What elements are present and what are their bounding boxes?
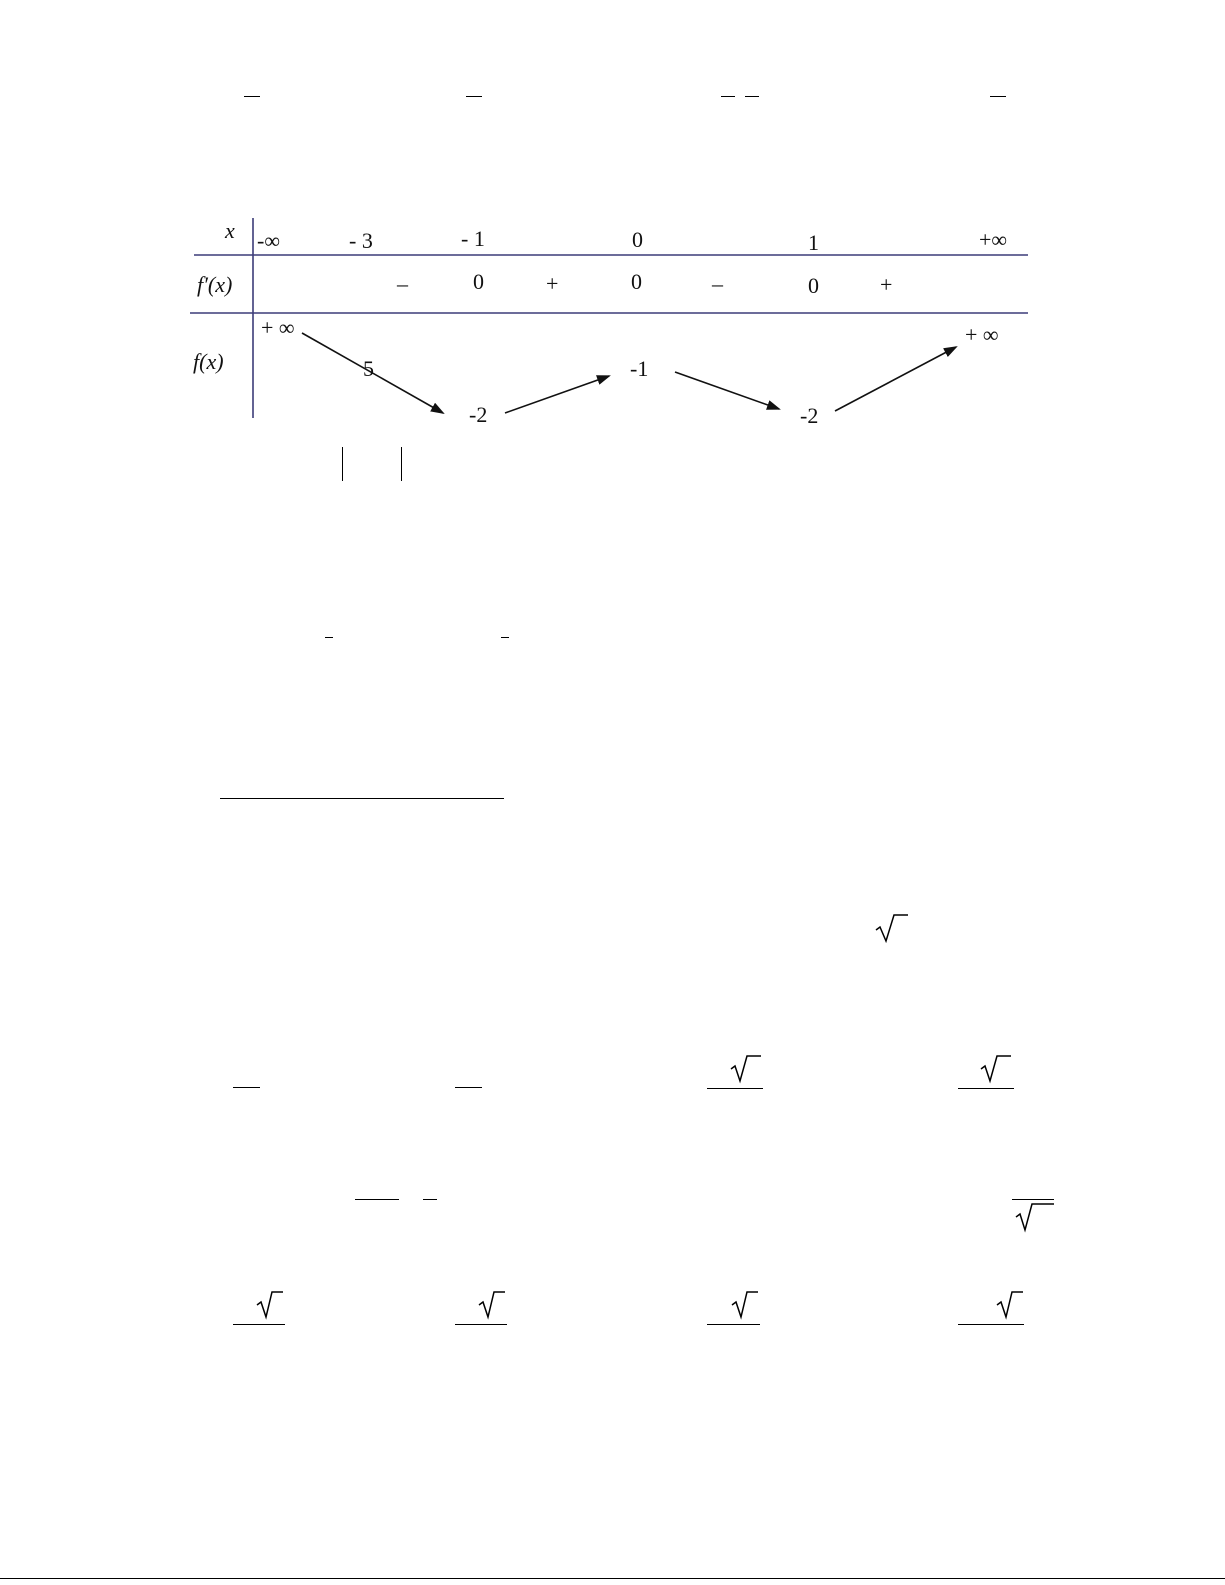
sqrt-icon <box>477 1290 507 1320</box>
arrow-up-icon <box>505 376 609 413</box>
fraction-bar <box>707 1324 760 1325</box>
x-value: -∞ <box>257 228 281 253</box>
fraction-bar <box>1012 1199 1054 1200</box>
derivative-sign: – <box>397 271 408 296</box>
function-value-end: + ∞ <box>965 322 999 347</box>
variation-table-lines <box>0 0 1225 440</box>
x-value: 1 <box>808 230 819 255</box>
fraction-bar <box>325 637 333 638</box>
variation-table <box>0 0 1225 440</box>
sqrt-icon <box>874 913 910 943</box>
derivative-sign: – <box>712 271 723 296</box>
absolute-value-bar <box>342 447 343 481</box>
function-value-min: -2 <box>469 402 488 427</box>
derivative-sign: + <box>880 272 893 297</box>
x-value: 0 <box>632 227 643 252</box>
sqrt-icon <box>979 1054 1013 1084</box>
sqrt-icon <box>995 1290 1025 1320</box>
function-value-start: + ∞ <box>261 315 295 340</box>
fraction-bar <box>958 1088 1014 1089</box>
sqrt-icon <box>255 1290 285 1320</box>
function-value-local-max: -1 <box>630 356 649 381</box>
x-value: +∞ <box>979 227 1008 252</box>
derivative-sign: + <box>546 271 559 296</box>
fraction-bar <box>707 1088 763 1089</box>
page-bottom-rule <box>0 1578 1225 1579</box>
fraction-bar <box>501 637 509 638</box>
fraction-bar <box>233 1087 260 1088</box>
x-value: - 1 <box>461 226 485 251</box>
function-value-marked: 5 <box>363 356 374 381</box>
x-value: - 3 <box>349 228 373 253</box>
derivative-zero: 0 <box>473 269 484 294</box>
sqrt-icon <box>730 1290 760 1320</box>
fraction-bar <box>958 1324 1024 1325</box>
fraction-bar <box>423 1199 437 1200</box>
arrow-down-icon <box>675 372 779 409</box>
absolute-value-bar <box>401 447 402 481</box>
arrow-up-icon <box>835 347 956 411</box>
fraction-bar <box>355 1199 399 1200</box>
fraction-bar <box>233 1324 285 1325</box>
horizontal-rule <box>220 798 504 799</box>
function-value-min: -2 <box>800 403 819 428</box>
fraction-bar <box>455 1087 482 1088</box>
row-label-function: f(x) <box>193 349 224 374</box>
row-label-derivative: f′(x) <box>197 272 233 297</box>
row-label-x: x <box>225 218 235 243</box>
derivative-zero: 0 <box>808 273 819 298</box>
sqrt-icon <box>1014 1201 1056 1233</box>
fraction-bar <box>455 1324 507 1325</box>
sqrt-icon <box>729 1054 763 1084</box>
derivative-zero: 0 <box>631 269 642 294</box>
